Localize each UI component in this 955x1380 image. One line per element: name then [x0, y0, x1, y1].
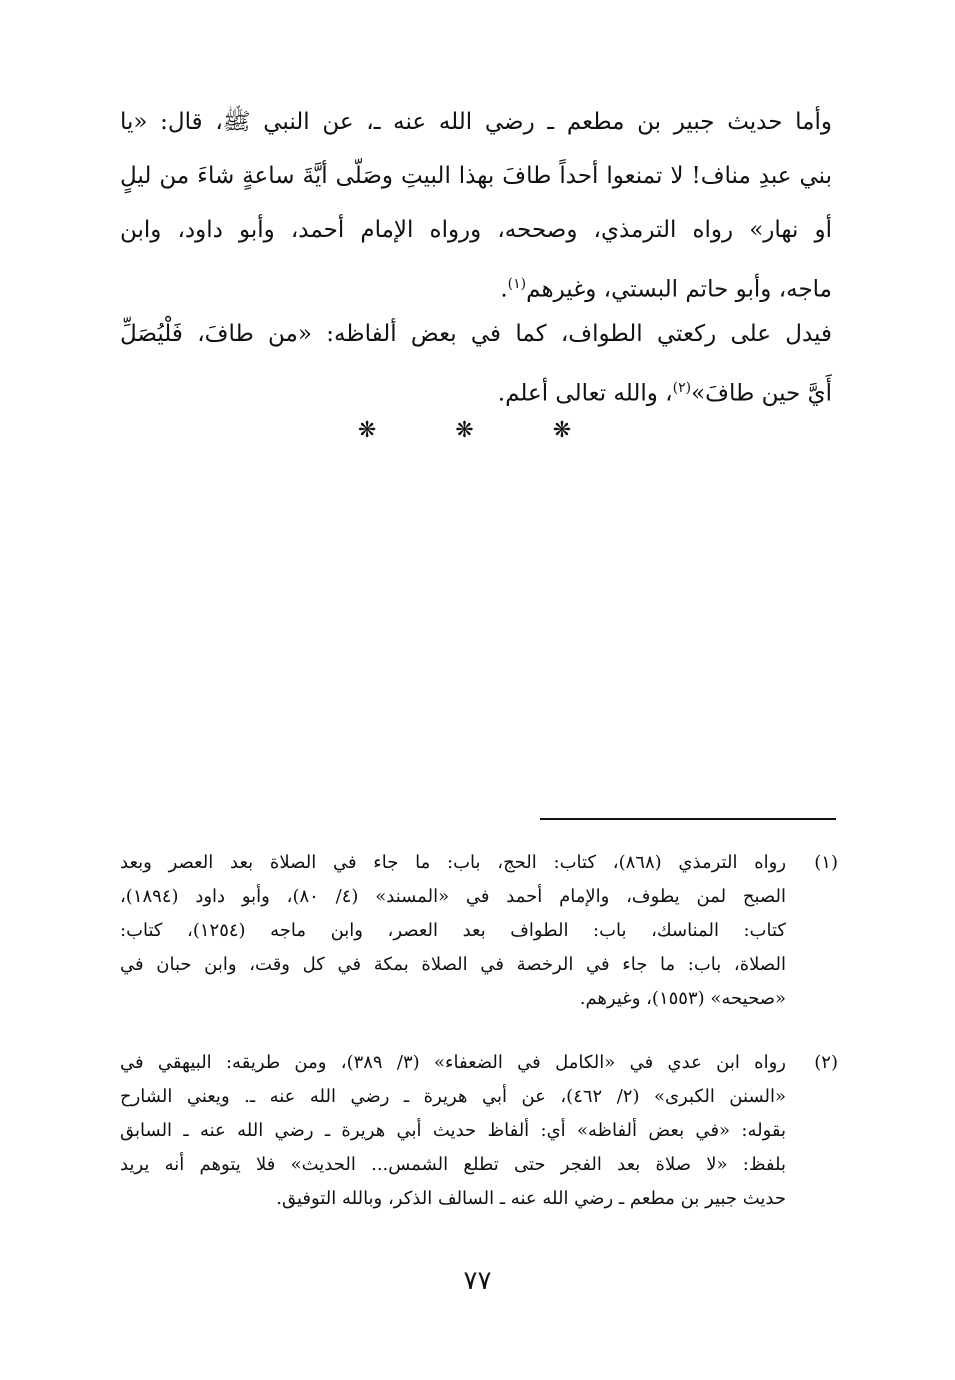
main-paragraph-2	[120, 307, 832, 421]
paragraph-line-end: ، والله تعالى أعلم.	[497, 380, 673, 407]
footnote-1	[120, 846, 838, 1016]
asterisk-ornament-icon: ❋	[552, 418, 598, 443]
main-paragraph-1	[120, 95, 832, 317]
paragraph-line: ماجه، وأبو حاتم البستي، وغيرهم	[526, 276, 832, 303]
footnote-line: الصلاة، باب: ما جاء في الرخصة في الصلاة بمكة في كل وقت، وابن حبان في	[120, 954, 786, 975]
footnote-body	[120, 846, 786, 1016]
asterisk-ornament-icon: ❋	[357, 418, 403, 443]
footnote-line: كتاب: المناسك، باب: الطواف بعد العصر، وابن ماجه (١٢٥٤)، كتاب:	[120, 920, 786, 941]
footnote-line: بقوله: «في بعض ألفاظه» أي: ألفاظ حديث أبي هريرة ـ رضي الله عنه ـ السابق	[120, 1120, 786, 1141]
footnote-line: «صحيحه» (١٥٥٣)، وغيرهم.	[579, 988, 786, 1009]
footnote-reference[interactable]: (٢)	[672, 380, 692, 396]
footnote-line: رواه الترمذي (٨٦٨)، كتاب: الحج، باب: ما جاء في الصلاة بعد العصر وبعد	[120, 852, 787, 873]
paragraph-line-end: .	[500, 276, 508, 303]
page-number: ٧٧	[463, 1266, 492, 1296]
footnote-2	[120, 1046, 838, 1216]
footnote-line: الصبح لمن يطوف، والإمام أحمد في «المسند» (٤/ ٨٠)، وأبو داود (١٨٩٤)،	[120, 886, 787, 907]
footnote-number: (١)	[814, 852, 838, 873]
section-separator	[0, 418, 955, 443]
footnote-divider	[540, 818, 836, 820]
asterisk-ornament-icon: ❋	[455, 418, 500, 443]
footnote-body	[120, 1046, 786, 1216]
paragraph-line: وأما حديث جبير بن مطعم ـ رضي الله عنه ـ، عن النبي ﷺ، قال: «يا	[120, 109, 832, 135]
footnote-reference[interactable]: (١)	[507, 276, 527, 292]
footnote-line: حديث جبير بن مطعم ـ رضي الله عنه ـ السالف الذكر، وبالله التوفيق.	[276, 1188, 786, 1209]
paragraph-line: أو نهار» رواه الترمذي، وصححه، ورواه الإمام أحمد، وأبو داود، وابن	[120, 217, 832, 243]
paragraph-line: فيدل على ركعتي الطواف، كما في بعض ألفاظه: «من طافَ، فَلْيُصَلِّ	[120, 321, 832, 347]
paragraph-line: أَيَّ حين طافَ»	[691, 380, 832, 407]
footnote-line: «السنن الكبرى» (٢/ ٤٦٢)، عن أبي هريرة ـ رضي الله عنه ـ. ويعني الشارح	[120, 1086, 786, 1107]
footnote-line: رواه ابن عدي في «الكامل في الضعفاء» (٣/ ٣٨٩)، ومن طريقه: البيهقي في	[120, 1052, 786, 1073]
paragraph-last-line	[120, 361, 832, 421]
paragraph-line: بني عبدِ مناف! لا تمنعوا أحداً طافَ بهذا البيتِ وصَلّى أيَّةَ ساعةٍ شاءَ من ليلٍ	[120, 163, 832, 189]
footnote-number: (٢)	[814, 1052, 838, 1073]
footnote-line: بلفظ: «لا صلاة بعد الفجر حتى تطلع الشمس... الحديث» فلا يتوهم أنه يريد	[120, 1154, 786, 1175]
